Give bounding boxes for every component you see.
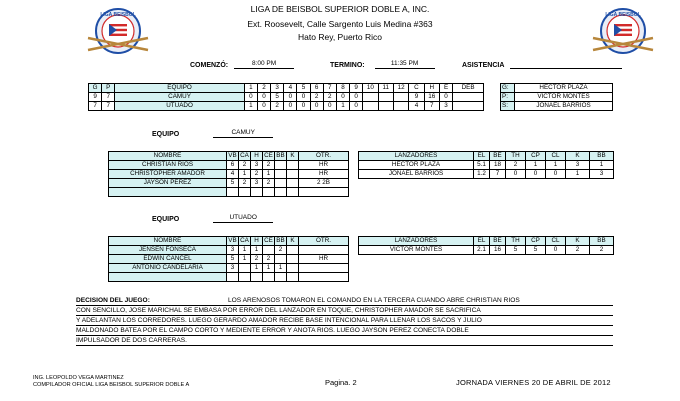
linescore-row: [89, 93, 484, 102]
pitcher-name: VICTOR MONTES: [515, 93, 613, 102]
pitching-header-cell: CP: [526, 237, 546, 246]
linescore-table: [88, 83, 484, 111]
pitching-cell: 2: [506, 161, 526, 170]
linescore-header-cell: 11: [378, 84, 393, 93]
linescore-cell: 0: [257, 102, 270, 111]
linescore-header-cell: G: [89, 84, 102, 93]
linescore-cell: 7: [102, 102, 115, 111]
batting-header-cell: H: [251, 152, 263, 161]
batting-cell: 1: [251, 264, 263, 273]
batting-header-cell: NOMBRE: [109, 152, 227, 161]
pitching-cell: 5.1: [474, 161, 490, 170]
linescore-cell: UTUADO: [115, 102, 244, 111]
batting-cell: [287, 170, 299, 179]
batting-header-cell: CE: [264, 237, 273, 244]
pitching-cell: 2: [590, 246, 614, 255]
batting-cell: [287, 188, 299, 197]
pitching-cell: 3: [590, 170, 614, 179]
pitcher-of-record-row: [501, 102, 613, 111]
batting-header-cell: CA: [240, 237, 249, 244]
linescore-header-cell: 12: [393, 84, 408, 93]
pitching-header-cell: CL: [546, 237, 566, 246]
linescore-cell: 1: [336, 102, 349, 111]
batting-row: [109, 188, 349, 197]
batting-cell: [287, 273, 299, 282]
decision-line: [76, 296, 613, 306]
batting-cell: 2: [251, 255, 263, 264]
batting-cell: 2: [239, 179, 251, 188]
team-name: CAMUY: [213, 128, 273, 138]
batting-header: [109, 237, 349, 246]
pitching-cell: 1.2: [474, 170, 490, 179]
linescore-cell: 0: [350, 93, 363, 102]
linescore-cell: CAMUY: [115, 93, 244, 102]
batting-cell: [299, 264, 349, 273]
linescore-cell: [453, 102, 484, 111]
pitcher-name: JONAEL BARRIOS: [515, 102, 613, 111]
team-label-camuy: [152, 128, 273, 138]
game-decision: [76, 296, 613, 346]
batting-cell: [239, 264, 251, 273]
pitching-cell: 16: [490, 246, 506, 255]
batting-cell: [251, 273, 263, 282]
linescore-header-cell: 5: [297, 84, 310, 93]
pitchers-of-record: [500, 83, 613, 111]
linescore-cell: 2: [310, 93, 323, 102]
pitching-cell: 1: [566, 170, 590, 179]
batting-cell: [263, 246, 275, 255]
linescore-header-cell: 6: [310, 84, 323, 93]
pitching-header-cell: TH: [506, 237, 526, 246]
svg-text:LIGA BEISBOL: LIGA BEISBOL: [100, 12, 136, 18]
batting-row: [109, 161, 349, 170]
linescore-cell: 7: [102, 93, 115, 102]
pitching-header-cell: EL: [474, 237, 490, 246]
jornada-date: JORNADA VIERNES 20 DE ABRIL DE 2012: [456, 378, 611, 387]
linescore-cell: 9: [409, 93, 424, 102]
start-value: 8:00 PM: [234, 59, 294, 69]
linescore-cell: 7: [89, 102, 102, 111]
attendance: [462, 59, 622, 69]
batting-cell: 2: [263, 255, 275, 264]
batting-cell: [275, 273, 287, 282]
batting-cell: 1: [263, 264, 275, 273]
batting-cell: [263, 188, 275, 197]
batting-cell: [299, 188, 349, 197]
batting-cell: [275, 161, 287, 170]
linescore-row: [89, 102, 484, 111]
linescore-cell: [453, 93, 484, 102]
pitching-row: [359, 170, 614, 179]
attendance-label: ASISTENCIA: [462, 62, 505, 69]
batting-cell: [239, 188, 251, 197]
linescore-cell: [393, 93, 408, 102]
pitching-cell: 18: [490, 161, 506, 170]
pitching-cell: 0: [546, 246, 566, 255]
league-address-street: Ext. Roosevelt, Calle Sargento Luis Medina #363: [247, 19, 433, 29]
league-address-city: Hato Rey, Puerto Rico: [298, 32, 382, 42]
linescore-cell: 1: [244, 102, 257, 111]
batting-cell: [275, 188, 287, 197]
batting-cell: [239, 273, 251, 282]
pitching-cell: VICTOR MONTES: [359, 246, 474, 255]
pitching-header-cell: TH: [506, 152, 526, 161]
linescore-cell: 5: [271, 93, 284, 102]
pitching-row: [359, 246, 614, 255]
pitching-header: [359, 152, 614, 161]
linescore-header: [89, 84, 484, 93]
pitching-cell: 5: [526, 246, 546, 255]
batting-cell: 5: [227, 179, 239, 188]
linescore-cell: 0: [336, 93, 349, 102]
linescore-cell: 7: [424, 102, 439, 111]
linescore-cell: [378, 102, 393, 111]
batting-cell: CHRISTOPHER AMADOR: [109, 170, 227, 179]
batting-cell: 3: [251, 179, 263, 188]
batting-header-cell: VB: [228, 152, 237, 159]
pitching-cell: 0: [546, 170, 566, 179]
linescore-cell: 0: [350, 102, 363, 111]
batting-cell: [299, 246, 349, 255]
start-time: [190, 59, 294, 69]
batting-cell: [287, 246, 299, 255]
pitching-header-cell: BB: [590, 237, 614, 246]
pitching-cell: 1: [590, 161, 614, 170]
batting-cell: [287, 264, 299, 273]
linescore-header-cell: H: [424, 84, 439, 93]
batting-cell: [251, 188, 263, 197]
linescore-cell: 3: [439, 102, 452, 111]
batting-cell: [275, 179, 287, 188]
batting-cell: EDWIN CANCEL: [109, 255, 227, 264]
pitching-cell: 0: [526, 170, 546, 179]
page-number: Pagina. 2: [325, 378, 357, 387]
decision-label: DECISION DEL JUEGO:: [76, 297, 150, 304]
batting-cell: [263, 273, 275, 282]
pitching-header-cell: CP: [526, 152, 546, 161]
linescore-cell: [393, 102, 408, 111]
linescore-cell: 0: [284, 102, 297, 111]
linescore-cell: 0: [297, 93, 310, 102]
linescore-cell: 2: [271, 102, 284, 111]
pitcher-role: G:: [501, 84, 515, 93]
batting-cell: 1: [239, 246, 251, 255]
pitching-cell: 3: [566, 161, 590, 170]
batting-table-utuado: [108, 236, 349, 282]
linescore-header-cell: 2: [257, 84, 270, 93]
svg-text:LIGA BEISBOL: LIGA BEISBOL: [605, 12, 641, 18]
team-label-text: EQUIPO: [152, 131, 180, 138]
linescore-header-cell: 8: [336, 84, 349, 93]
compiler-role: COMPILADOR OFICIAL LIGA BEISBOL SUPERIOR DOBLE A: [33, 382, 190, 388]
linescore-cell: 0: [439, 93, 452, 102]
pitching-table-camuy: [358, 151, 614, 179]
batting-header-cell: OTR.: [299, 237, 349, 246]
batting-header-cell: CA: [240, 152, 249, 159]
batting-cell: 4: [227, 170, 239, 179]
batting-cell: 2 2B: [299, 179, 349, 188]
batting-cell: [287, 179, 299, 188]
decision-line: IMPULSADOR DE DOS CARRERAS.: [76, 336, 613, 346]
team-label-utuado: [152, 213, 273, 223]
linescore-cell: 9: [89, 93, 102, 102]
pitching-header-cell: K: [566, 152, 590, 161]
pitching-header-cell: BE: [490, 237, 506, 246]
linescore-header-cell: C: [409, 84, 424, 93]
pitching-header-cell: BE: [490, 152, 506, 161]
pitcher-of-record-row: [501, 84, 613, 93]
pitching-header-cell: CL: [546, 152, 566, 161]
linescore-header-cell: 7: [323, 84, 336, 93]
batting-cell: [287, 161, 299, 170]
linescore-header-cell: 10: [363, 84, 378, 93]
linescore-cell: 0: [323, 102, 336, 111]
batting-cell: 3: [227, 246, 239, 255]
batting-header-cell: K: [287, 152, 299, 161]
batting-table-camuy: [108, 151, 349, 197]
batting-row: [109, 273, 349, 282]
team-name: UTUADO: [213, 213, 273, 223]
batting-cell: 6: [227, 161, 239, 170]
pitching-cell: 1: [546, 161, 566, 170]
batting-cell: ANTONIO CANDELARIA: [109, 264, 227, 273]
batting-cell: 5: [227, 255, 239, 264]
batting-cell: 2: [263, 179, 275, 188]
pitching-header-cell: LANZADORES: [359, 152, 474, 161]
batting-row: [109, 170, 349, 179]
team-label-text: EQUIPO: [152, 216, 180, 223]
batting-header-cell: CE: [264, 152, 273, 159]
pitching-cell: HECTOR PLAZA: [359, 161, 474, 170]
linescore-header-cell: 3: [271, 84, 284, 93]
linescore-header-cell: 1: [244, 84, 257, 93]
batting-header-cell: VB: [228, 237, 237, 244]
batting-cell: 2: [263, 161, 275, 170]
linescore-cell: 0: [244, 93, 257, 102]
batting-header-cell: BB: [276, 152, 285, 159]
end-value: 11:35 PM: [375, 59, 435, 69]
linescore-cell: [363, 93, 378, 102]
decision-text: LOS ARENOSOS TOMARON EL COMANDO EN LA TERCERA CUANDO ABRE CHRISTIAN RIOS: [228, 297, 520, 304]
linescore-cell: 16: [424, 93, 439, 102]
decision-line: CON SENCILLO, JOSE MARICHAL SE EMBASA POR ERROR DEL LANZADOR EN TOQUE, CHRISTOPHER AMADOR SE SACRIFICA: [76, 306, 613, 316]
linescore-header-cell: 4: [284, 84, 297, 93]
linescore-cell: 0: [257, 93, 270, 102]
end-time: [330, 59, 435, 69]
batting-cell: 1: [275, 264, 287, 273]
batting-cell: 2: [275, 246, 287, 255]
start-label: COMENZÓ:: [190, 62, 229, 69]
batting-cell: JAYSON PEREZ: [109, 179, 227, 188]
end-label: TERMINO:: [330, 62, 365, 69]
pitching-row: [359, 161, 614, 170]
batting-cell: 3: [227, 264, 239, 273]
pitching-cell: 1: [526, 161, 546, 170]
batting-cell: 2: [251, 170, 263, 179]
pitching-header-cell: K: [566, 237, 590, 246]
batting-header-cell: NOMBRE: [109, 237, 227, 246]
linescore-cell: 0: [297, 102, 310, 111]
linescore-cell: [378, 93, 393, 102]
pitching-cell: 5: [506, 246, 526, 255]
pitcher-role: P:: [501, 93, 515, 102]
linescore-header-cell: P: [102, 84, 115, 93]
decision-line: MALDONADO BATEA POR EL CAMPO CORTO Y MEDIENTE ERROR Y ANOTA RIOS. LUEGO JAYSON PEREZ CONECTA DOBLE: [76, 326, 613, 336]
linescore-cell: 0: [284, 93, 297, 102]
batting-cell: [227, 273, 239, 282]
batting-cell: [299, 273, 349, 282]
batting-header-cell: H: [251, 237, 263, 246]
league-title: LIGA DE BEISBOL SUPERIOR DOBLE A, INC.: [250, 4, 430, 14]
pitcher-name: HECTOR PLAZA: [515, 84, 613, 93]
pitching-table-utuado: [358, 236, 614, 255]
batting-header-cell: BB: [276, 237, 285, 244]
linescore-header-cell: DEB: [453, 84, 484, 93]
pitching-cell: 2.1: [474, 246, 490, 255]
pitching-cell: 2: [566, 246, 590, 255]
linescore-header-cell: EQUIPO: [115, 84, 244, 93]
pitching-cell: 7: [490, 170, 506, 179]
batting-header: [109, 152, 349, 161]
pitching-header: [359, 237, 614, 246]
batting-cell: 1: [239, 170, 251, 179]
pitching-header-cell: BB: [590, 152, 614, 161]
pitching-header-cell: EL: [474, 152, 490, 161]
batting-cell: [275, 170, 287, 179]
pitcher-role: S:: [501, 102, 515, 111]
linescore-cell: 2: [323, 93, 336, 102]
batting-cell: HR: [299, 170, 349, 179]
pitcher-of-record-row: [501, 93, 613, 102]
decision-line: Y ADELANTAN LOS CORREDORES. LUEGO GERARDO AMADOR RECIBE BASE INTENCIONAL PARA LLENAR LOS SACOS Y JULIO: [76, 316, 613, 326]
batting-cell: 1: [251, 246, 263, 255]
batting-cell: [109, 188, 227, 197]
pitching-cell: JONAEL BARRIOS: [359, 170, 474, 179]
batting-cell: HR: [299, 161, 349, 170]
batting-cell: 2: [239, 161, 251, 170]
batting-row: [109, 264, 349, 273]
batting-cell: HR: [299, 255, 349, 264]
linescore-cell: [363, 102, 378, 111]
linescore-cell: 0: [310, 102, 323, 111]
batting-row: [109, 246, 349, 255]
pitching-cell: 0: [506, 170, 526, 179]
compiler-name: ING. LEOPOLDO VEGA MARTINEZ: [33, 375, 124, 381]
batting-cell: 1: [263, 170, 275, 179]
batting-row: [109, 179, 349, 188]
pitching-header-cell: LANZADORES: [359, 237, 474, 246]
batting-header-cell: OTR.: [299, 152, 349, 161]
linescore-header-cell: 9: [350, 84, 363, 93]
batting-cell: 1: [239, 255, 251, 264]
batting-cell: 3: [251, 161, 263, 170]
attendance-value: [510, 59, 622, 69]
batting-cell: CHRISTIAN RIOS: [109, 161, 227, 170]
batting-row: [109, 255, 349, 264]
batting-cell: [109, 273, 227, 282]
batting-header-cell: K: [287, 237, 299, 246]
batting-cell: JENSEN FONSECA: [109, 246, 227, 255]
linescore-header-cell: E: [439, 84, 452, 93]
batting-cell: [227, 188, 239, 197]
batting-cell: [275, 255, 287, 264]
batting-cell: [287, 255, 299, 264]
linescore-cell: 4: [409, 102, 424, 111]
